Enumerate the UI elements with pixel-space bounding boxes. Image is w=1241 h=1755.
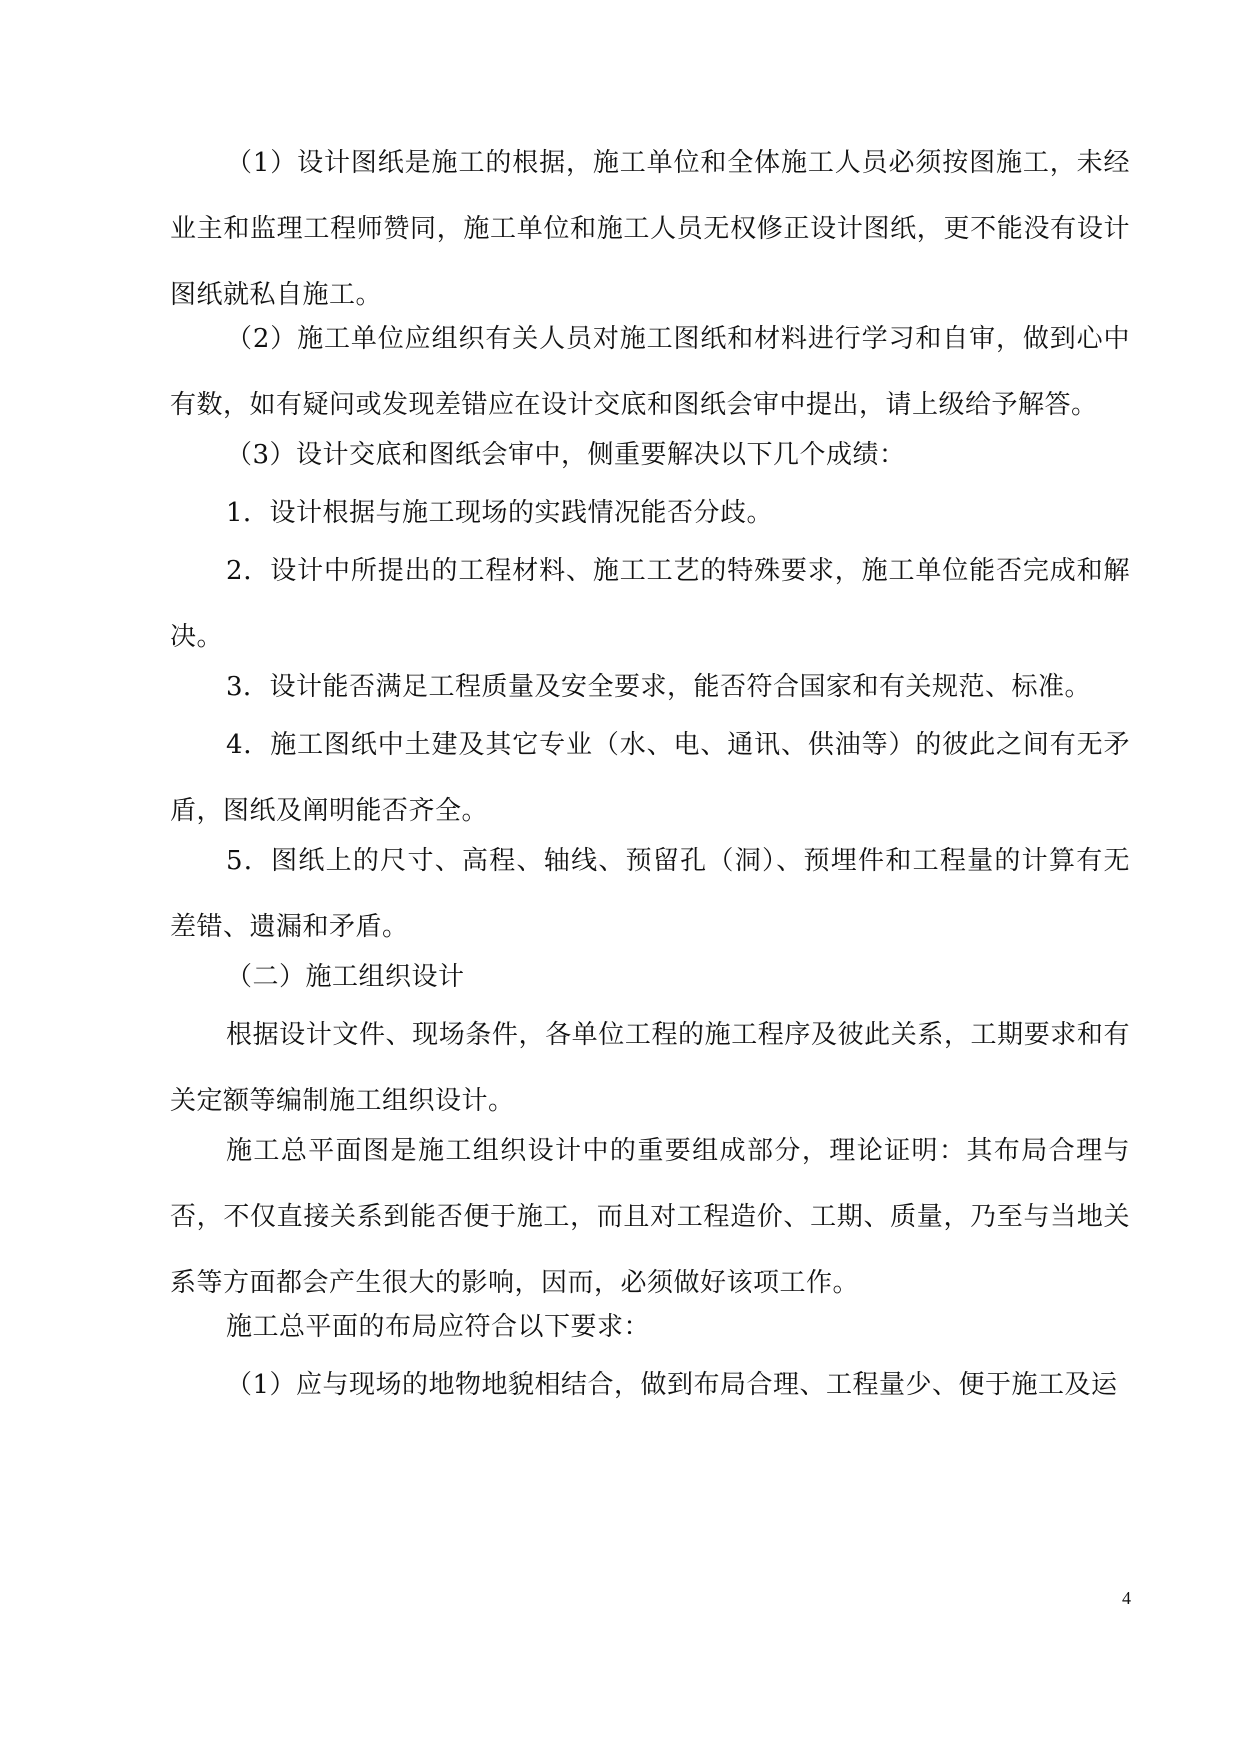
- page-number: 4: [1122, 1588, 1131, 1608]
- paragraph-5: 施工总平面图是施工组织设计中的重要组成部分，理论证明：其布局合理与否，不仅直接关系到能否便于施工，而且对工程造价、工期、质量，乃至与当地关系等方面都会产生很大的影响，因而，必须做好该项工作。: [170, 1136, 1130, 1298]
- paragraph-7: （1）应与现场的地物地貌相结合，做到布局合理、工程量少、便于施工及运: [226, 1370, 1118, 1400]
- paragraph-3: （3）设计交底和图纸会审中，侧重要解决以下几个成绩：: [226, 440, 906, 470]
- paragraph-2: （2）施工单位应组织有关人员对施工图纸和材料进行学习和自审，做到心中有数，如有疑问或发现差错应在设计交底和图纸会审中提出，请上级给予解答。: [170, 324, 1130, 420]
- paragraph-4: 根据设计文件、现场条件，各单位工程的施工程序及彼此关系，工期要求和有关定额等编制施工组织设计。: [170, 1020, 1130, 1116]
- list-item-1: 1．设计根据与施工现场的实践情况能否分歧。: [226, 498, 774, 528]
- paragraph-6: 施工总平面的布局应符合以下要求：: [226, 1312, 651, 1342]
- list-item-4: 4．施工图纸中土建及其它专业（水、电、通讯、供油等）的彼此之间有无矛盾，图纸及阐明能否齐全。: [170, 730, 1130, 826]
- list-item-3: 3．设计能否满足工程质量及安全要求，能否符合国家和有关规范、标准。: [226, 672, 1092, 702]
- list-item-5: 5．图纸上的尺寸、高程、轴线、预留孔（洞）、预埋件和工程量的计算有无差错、遗漏和矛盾。: [170, 846, 1130, 942]
- section-heading: （二）施工组织设计: [226, 962, 465, 992]
- list-item-2: 2．设计中所提出的工程材料、施工工艺的特殊要求，施工单位能否完成和解决。: [170, 556, 1130, 652]
- paragraph-1: （1）设计图纸是施工的根据，施工单位和全体施工人员必须按图施工，未经业主和监理工程师赞同，施工单位和施工人员无权修正设计图纸，更不能没有设计图纸就私自施工。: [170, 148, 1130, 310]
